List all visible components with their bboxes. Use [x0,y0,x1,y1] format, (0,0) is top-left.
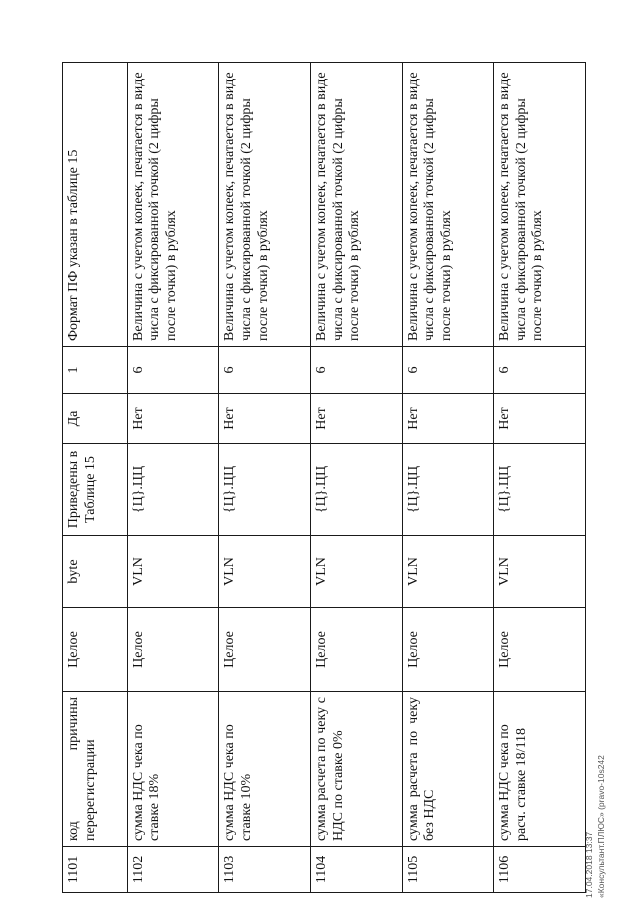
table-row [219,63,311,893]
cell-description: Величина с учетом копеек, печатается в виде числа с фиксированной точкой (2 цифры после точки) в рублях [311,63,403,347]
cell-description: Формат ПФ указан в таблице 15 [63,63,128,347]
cell-length: VLN [311,536,403,608]
cell-format: {Ц}.ЦЦ [311,444,403,536]
table-row [402,63,494,893]
cell-name: сумма НДС чека по ставке 18% [127,692,219,847]
stamp-source: «Консультант.ПЛЮС» (pravo-10s242 [596,755,606,898]
rotated-table-wrapper [62,63,586,893]
cell-ffd12: 6 [494,347,586,394]
cell-format: {Ц}.ЦЦ [219,444,311,536]
table-row [127,63,219,893]
cell-code: 1101 [63,847,128,893]
table-row [63,63,128,893]
cell-type: Целое [402,608,494,692]
cell-ffd11: Да [63,394,128,444]
cell-code: 1103 [219,847,311,893]
cell-code: 1104 [311,847,403,893]
cell-length: byte [63,536,128,608]
cell-code: 1102 [127,847,219,893]
cell-type: Целое [63,608,128,692]
table-row [311,63,403,893]
cell-ffd11: Нет [494,394,586,444]
cell-name: сумма НДС чека по ставке 10% [219,692,311,847]
cell-name: сумма расчета по чеку без НДС [402,692,494,847]
cell-format: {Ц}.ЦЦ [494,444,586,536]
stamp-datetime: 17.04.2018 13:37 [584,831,594,898]
cell-type: Целое [494,608,586,692]
cell-name: сумма НДС чека по расч. ставке 18/118 [494,692,586,847]
cell-description: Величина с учетом копеек, печатается в виде числа с фиксированной точкой (2 цифры после точки) в рублях [494,63,586,347]
cell-format: {Ц}.ЦЦ [127,444,219,536]
cell-format: Приведены в Таблице 15 [63,444,128,536]
cell-ffd11: Нет [402,394,494,444]
cell-name: код причины перерегистрации [63,692,128,847]
cell-length: VLN [402,536,494,608]
cell-description: Величина с учетом копеек, печатается в виде числа с фиксированной точкой (2 цифры после точки) в рублях [219,63,311,347]
cell-length: VLN [127,536,219,608]
cell-type: Целое [219,608,311,692]
cell-format: {Ц}.ЦЦ [402,444,494,536]
cell-ffd11: Нет [127,394,219,444]
print-stamp [566,755,636,900]
cell-ffd11: Нет [311,394,403,444]
cell-ffd11: Нет [219,394,311,444]
cell-description: Величина с учетом копеек, печатается в виде числа с фиксированной точкой (2 цифры после точки) в рублях [402,63,494,347]
cell-ffd12: 1 [63,347,128,394]
table-row [494,63,586,893]
cell-type: Целое [127,608,219,692]
cell-type: Целое [311,608,403,692]
cell-code: 1105 [402,847,494,893]
cell-length: VLN [494,536,586,608]
cell-description: Величина с учетом копеек, печатается в виде числа с фиксированной точкой (2 цифры после точки) в рублях [127,63,219,347]
cell-ffd12: 6 [402,347,494,394]
cell-ffd12: 6 [311,347,403,394]
cell-code: 1106 [494,847,586,893]
cell-name: сумма расчета по чеку с НДС по ставке 0% [311,692,403,847]
cell-length: VLN [219,536,311,608]
cell-ffd12: 6 [219,347,311,394]
fields-table [62,62,586,893]
cell-ffd12: 6 [127,347,219,394]
